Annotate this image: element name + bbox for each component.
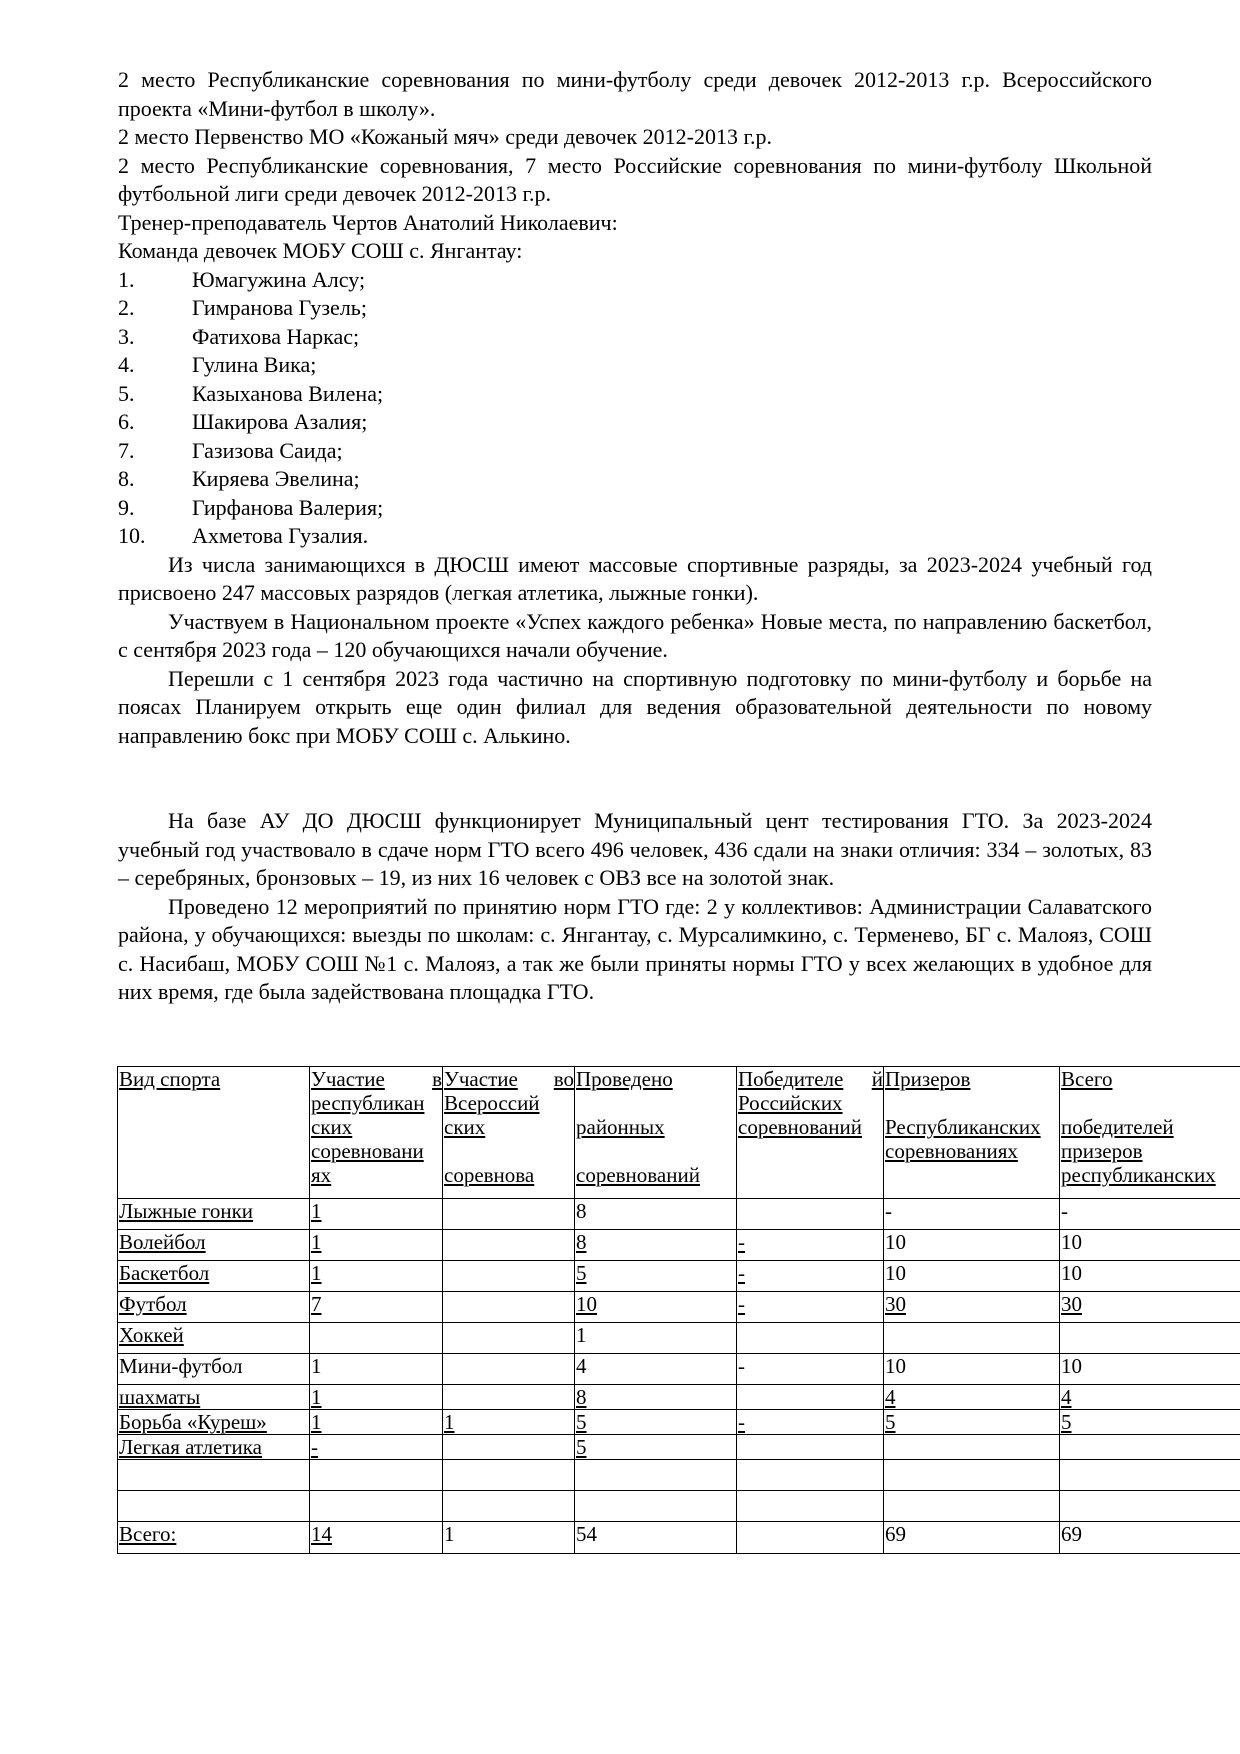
table-row	[118, 1199, 1240, 1230]
player-name: Киряева Эвелина;	[192, 466, 360, 491]
cell-district: 8	[575, 1230, 737, 1261]
cell-republican: 1	[310, 1261, 443, 1292]
list-item	[118, 522, 1152, 551]
cell-district: 1	[575, 1323, 737, 1354]
paragraph-award-2: 2 место Первенство МО «Кожаный мяч» среди девочек 2012-2013 г.р.	[118, 124, 772, 149]
list-item	[118, 494, 1152, 523]
cell-republican: 1	[310, 1199, 443, 1230]
player-name: Гимранова Гузель;	[192, 295, 367, 320]
blank-line	[118, 750, 1152, 807]
cell-total: 4	[1060, 1385, 1240, 1410]
document-page	[118, 66, 1152, 1007]
list-number: 10.	[118, 523, 146, 548]
list-item	[118, 465, 1152, 494]
list-item	[118, 351, 1152, 380]
paragraph-national-project: Участвуем в Национальном проекте «Успех каждого ребенка» Новые места, по направлению баскетбол, с сентября 2023 года – 120 обучающихся начали обучение.	[118, 608, 1152, 662]
cell-sport: Футбол	[118, 1292, 310, 1323]
list-number: 8.	[118, 466, 135, 491]
cell-district: 5	[575, 1435, 737, 1460]
list-item	[118, 266, 1152, 295]
cell-total-district: 54	[575, 1522, 737, 1554]
cell-district: 5	[575, 1410, 737, 1435]
cell-sport: Баскетбол	[118, 1261, 310, 1292]
list-item	[118, 380, 1152, 409]
cell-all-russian: 1	[443, 1410, 575, 1435]
cell-district: 10	[575, 1292, 737, 1323]
list-number: 9.	[118, 494, 135, 520]
cell-district: 8	[575, 1385, 737, 1410]
list-number: 2.	[118, 295, 135, 320]
cell-total-republican: 14	[310, 1522, 443, 1554]
cell-total-winners	[737, 1522, 884, 1554]
cell-republican: 7	[310, 1292, 443, 1323]
cell-winners: -	[737, 1292, 884, 1323]
player-name: Фатихова Наркас;	[192, 323, 360, 349]
table-row	[118, 1385, 1240, 1410]
paragraph-gto-center: На базе АУ ДО ДЮСШ функционирует Муниципальный цент тестирования ГТО. За 2023-2024 учебный год участвовало в сдаче норм ГТО всего 496 человек, 436 сдали на знаки отличия: 334 – золотых, 83 – серебряных, бронзовых – 19, из них 16 человек с ОВЗ все на золотой знак.	[118, 808, 1152, 890]
table-row	[118, 1410, 1240, 1435]
cell-district: 8	[575, 1199, 737, 1230]
cell-winners	[737, 1385, 884, 1410]
cell-empty	[575, 1491, 737, 1522]
table-row	[118, 1323, 1240, 1354]
cell-all-russian	[443, 1385, 575, 1410]
cell-total	[1060, 1323, 1240, 1354]
cell-prize: 10	[884, 1261, 1060, 1292]
cell-total: 10	[1060, 1261, 1240, 1292]
cell-republican: -	[310, 1435, 443, 1460]
table-row-empty	[118, 1460, 1240, 1491]
player-name: Казыханова Вилена;	[192, 380, 384, 406]
player-name: Ахметова Гузалия.	[192, 523, 369, 548]
cell-total: 5	[1060, 1410, 1240, 1435]
paragraph-gto-events: Проведено 12 мероприятий по принятию норм ГТО где: 2 у коллективов: Администрации Салаватского района, у обучающихся: выезды по школам: с. Янгантау, с. Мурсалимкино, с. Терменево, БГ с. Малояз, СОШ с. Насибаш, МОБУ СОШ №1 с. Малояз, а так же были приняты нормы ГТО у всех желающих в удобное для них время, где была задействована площадка ГТО.	[118, 893, 1152, 1004]
list-item	[118, 408, 1152, 437]
list-number: 1.	[118, 266, 135, 292]
cell-all-russian	[443, 1354, 575, 1385]
cell-empty	[443, 1491, 575, 1522]
player-name: Гулина Вика;	[192, 352, 317, 377]
cell-winners: -	[737, 1230, 884, 1261]
cell-total: 10	[1060, 1354, 1240, 1385]
player-name: Юмагужина Алсу;	[192, 266, 366, 292]
cell-total	[1060, 1435, 1240, 1460]
cell-prize: 4	[884, 1385, 1060, 1410]
paragraph-ranks: Из числа занимающихся в ДЮСШ имеют массовые спортивные разряды, за 2023-2024 учебный год присвоено 247 массовых разрядов (легкая атлетика, лыжные гонки).	[118, 551, 1152, 605]
cell-total-prize: 69	[884, 1522, 1060, 1554]
header-all-russian: Участие во Всероссий ских соревнова	[443, 1067, 575, 1199]
table-row	[118, 1354, 1240, 1385]
player-name: Шакирова Азалия;	[192, 409, 368, 434]
cell-sport: Мини-футбол	[118, 1354, 310, 1385]
paragraph-award-3: 2 место Республиканские соревнования, 7 место Российские соревнования по мини-футболу Школьной футбольной лиги среди девочек 2012-2013 г.р.	[118, 152, 1152, 206]
cell-all-russian	[443, 1292, 575, 1323]
list-number: 3.	[118, 323, 135, 349]
cell-sport: шахматы	[118, 1385, 310, 1410]
table-header-row	[118, 1067, 1240, 1199]
team-list	[118, 266, 1152, 551]
cell-republican	[310, 1323, 443, 1354]
cell-winners: -	[737, 1261, 884, 1292]
header-russian-winners: Победителе й Российских соревнований	[737, 1067, 884, 1199]
table-row	[118, 1292, 1240, 1323]
cell-all-russian	[443, 1230, 575, 1261]
cell-all-russian	[443, 1435, 575, 1460]
cell-total: 30	[1060, 1292, 1240, 1323]
cell-republican: 1	[310, 1230, 443, 1261]
paragraph-award-1: 2 место Республиканские соревнования по мини-футболу среди девочек 2012-2013 г.р. Всероссийского проекта «Мини-футбол в школу».	[118, 67, 1152, 121]
table-row	[118, 1261, 1240, 1292]
cell-empty	[310, 1460, 443, 1491]
cell-republican: 1	[310, 1385, 443, 1410]
cell-prize	[884, 1435, 1060, 1460]
cell-winners	[737, 1199, 884, 1230]
cell-prize: 5	[884, 1410, 1060, 1435]
header-prize-winners: Призеров Республиканских соревнованиях	[884, 1067, 1060, 1199]
cell-empty	[118, 1491, 310, 1522]
paragraph-sports-training: Перешли с 1 сентября 2023 года частично на спортивную подготовку по мини-футболу и борьбе на поясах Планируем открыть еще один филиал для ведения образовательной деятельности по новому направлению бокс при МОБУ СОШ с. Алькино.	[118, 665, 1152, 748]
cell-empty	[1060, 1460, 1240, 1491]
cell-empty	[118, 1460, 310, 1491]
cell-prize: -	[884, 1199, 1060, 1230]
cell-sport: Борьба «Куреш»	[118, 1410, 310, 1435]
cell-winners	[737, 1323, 884, 1354]
cell-total-label: Всего:	[118, 1522, 310, 1554]
table-total-row	[118, 1522, 1240, 1554]
cell-district: 5	[575, 1261, 737, 1292]
list-item	[118, 437, 1152, 466]
cell-winners	[737, 1435, 884, 1460]
cell-all-russian	[443, 1199, 575, 1230]
header-district: Проведено районных соревнований	[575, 1067, 737, 1199]
cell-empty	[310, 1491, 443, 1522]
player-name: Гирфанова Валерия;	[192, 494, 384, 520]
cell-sport: Хоккей	[118, 1323, 310, 1354]
cell-prize: 10	[884, 1230, 1060, 1261]
header-total: Всего победителей призеров республиканских	[1060, 1067, 1240, 1199]
cell-total: -	[1060, 1199, 1240, 1230]
cell-prize: 30	[884, 1292, 1060, 1323]
cell-prize: 10	[884, 1354, 1060, 1385]
cell-total-all-russian: 1	[443, 1522, 575, 1554]
list-number: 7.	[118, 437, 135, 463]
cell-all-russian	[443, 1323, 575, 1354]
cell-district: 4	[575, 1354, 737, 1385]
paragraph-coach: Тренер-преподаватель Чертов Анатолий Николаевич:	[118, 209, 618, 235]
cell-winners: -	[737, 1354, 884, 1385]
cell-republican: 1	[310, 1410, 443, 1435]
cell-empty	[884, 1460, 1060, 1491]
cell-republican: 1	[310, 1354, 443, 1385]
paragraph-team-title: Команда девочек МОБУ СОШ с. Янгантау:	[118, 238, 523, 263]
cell-empty	[575, 1460, 737, 1491]
player-name: Газизова Саида;	[192, 437, 343, 463]
list-number: 6.	[118, 409, 135, 434]
cell-winners: -	[737, 1410, 884, 1435]
list-number: 4.	[118, 352, 135, 377]
cell-empty	[737, 1491, 884, 1522]
cell-empty	[884, 1491, 1060, 1522]
list-item	[118, 323, 1152, 352]
table-row	[118, 1435, 1240, 1460]
table-row-empty	[118, 1491, 1240, 1522]
header-sport: Вид спорта	[118, 1067, 310, 1199]
table-row	[118, 1230, 1240, 1261]
cell-prize	[884, 1323, 1060, 1354]
cell-empty	[443, 1460, 575, 1491]
cell-empty	[737, 1460, 884, 1491]
header-republican: Участие в республикан ских соревновани ях	[310, 1067, 443, 1199]
cell-total: 10	[1060, 1230, 1240, 1261]
sports-results-table	[117, 1066, 1240, 1554]
list-number: 5.	[118, 380, 135, 406]
cell-empty	[1060, 1491, 1240, 1522]
cell-sport: Волейбол	[118, 1230, 310, 1261]
list-item	[118, 294, 1152, 323]
cell-sport: Лыжные гонки	[118, 1199, 310, 1230]
cell-all-russian	[443, 1261, 575, 1292]
cell-sport: Легкая атлетика	[118, 1435, 310, 1460]
cell-total-total: 69	[1060, 1522, 1240, 1554]
